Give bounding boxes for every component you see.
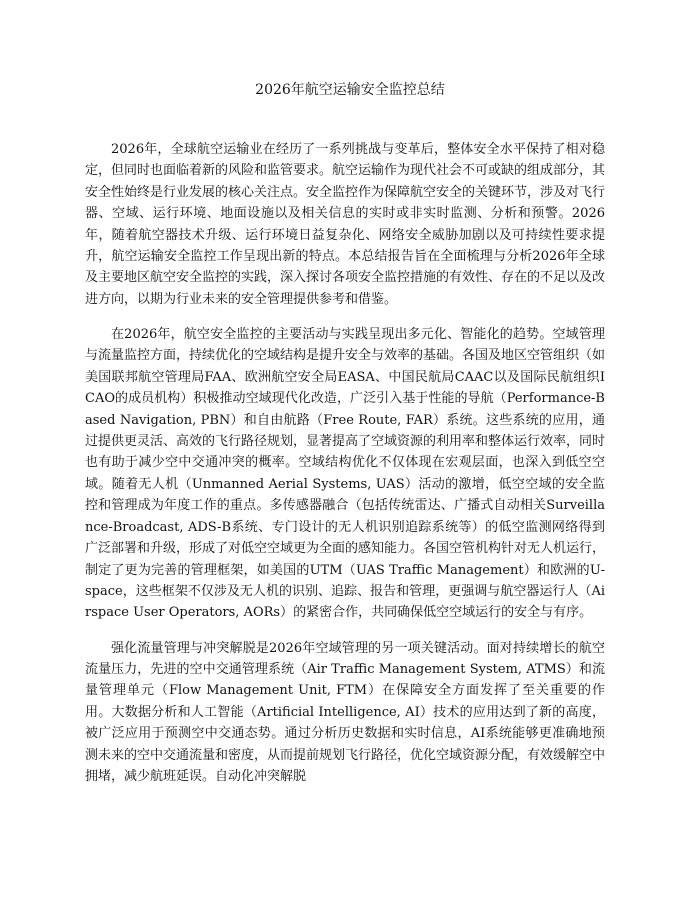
paragraph-flow-management: 强化流量管理与冲突解脱是2026年空域管理的另一项关键活动。面对持续增长的航空流量压力，先进的空中交通管理系统（Air Traffic Management System, ATMS）和流量管理单元（Flow Management Unit, FTM）在保障安全方面发挥了至关重要的作用。大数据分析和人工智能（Artificial Intelligence, AI）技术的应用达到了新的高度，被广泛应用于预测空中交通态势。通过分析历史数据和实时信息，AI系统能够更准确地预测未来的空中交通流量和密度，从而提前规划飞行路径，优化空域资源分配，有效缓解空中拥堵，减少航班延误。自动化冲突解脱 [85,640,606,784]
document-body [85,139,605,801]
paragraph-intro: 2026年，全球航空运输业在经历了一系列挑战与变革后，整体安全水平保持了相对稳定，但同时也面临着新的风险和监管要求。航空运输作为现代社会不可或缺的组成部分，其安全性始终是行业发展的核心关注点。安全监控作为保障航空安全的关键环节，涉及对飞行器、空域、运行环境、地面设施以及相关信息的实时或非实时监测、分析和预警。2026年，随着航空器技术升级、运行环境日益复杂化、网络安全威胁加剧以及可持续性要求提升，航空运输安全监控工作呈现出新的特点。本总结报告旨在全面梳理与分析2026年全球及主要地区航空安全监控的实践，深入探讨各项安全监控措施的有效性、存在的不足以及改进方向，以期为行业未来的安全管理提供参考和借鉴。 [85,142,606,307]
paragraph-airspace-monitoring: 在2026年，航空安全监控的主要活动与实践呈现出多元化、智能化的趋势。空域管理与流量监控方面，持续优化的空域结构是提升安全与效率的基础。各国及地区空管组织（如美国联邦航空管理局FAA、欧洲航空安全局EASA、中国民航局CAAC以及国际民航组织ICAO的成员机构）积极推动空域现代化改造，广泛引入基于性能的导航（Performance-Based Navigation, PBN）和自由航路（Free Route, FAR）系统。这些系统的应用，通过提供更灵活、高效的飞行路径规划，显著提高了空域资源的利用率和整体运行效率，同时也有助于减少空中交通冲突的概率。空域结构优化不仅体现在宏观层面，也深入到低空空域。随着无人机（Unmanned Aerial Systems, UAS）活动的激增，低空空域的安全监控和管理成为年度工作的重点。多传感器融合（包括传统雷达、广播式自动相关Surveillance-Broadcast, ADS-B系统、专门设计的无人机识别追踪系统等）的低空监测网络得到广泛部署和升级，形成了对低空空域更为全面的感知能力。各国空管机构针对无人机运行，制定了更为完善的管理框架，如美国的UTM（UAS Traffic Management）和欧洲的U-space，这些框架不仅涉及无人机的识别、追踪、报告和管理，更强调与航空器运行人（Airspace User Operators, AORs）的紧密合作，共同确保低空空域运行的安全与有序。 [85,327,606,621]
document-title: 2026年航空运输安全监控总结 [255,82,445,98]
